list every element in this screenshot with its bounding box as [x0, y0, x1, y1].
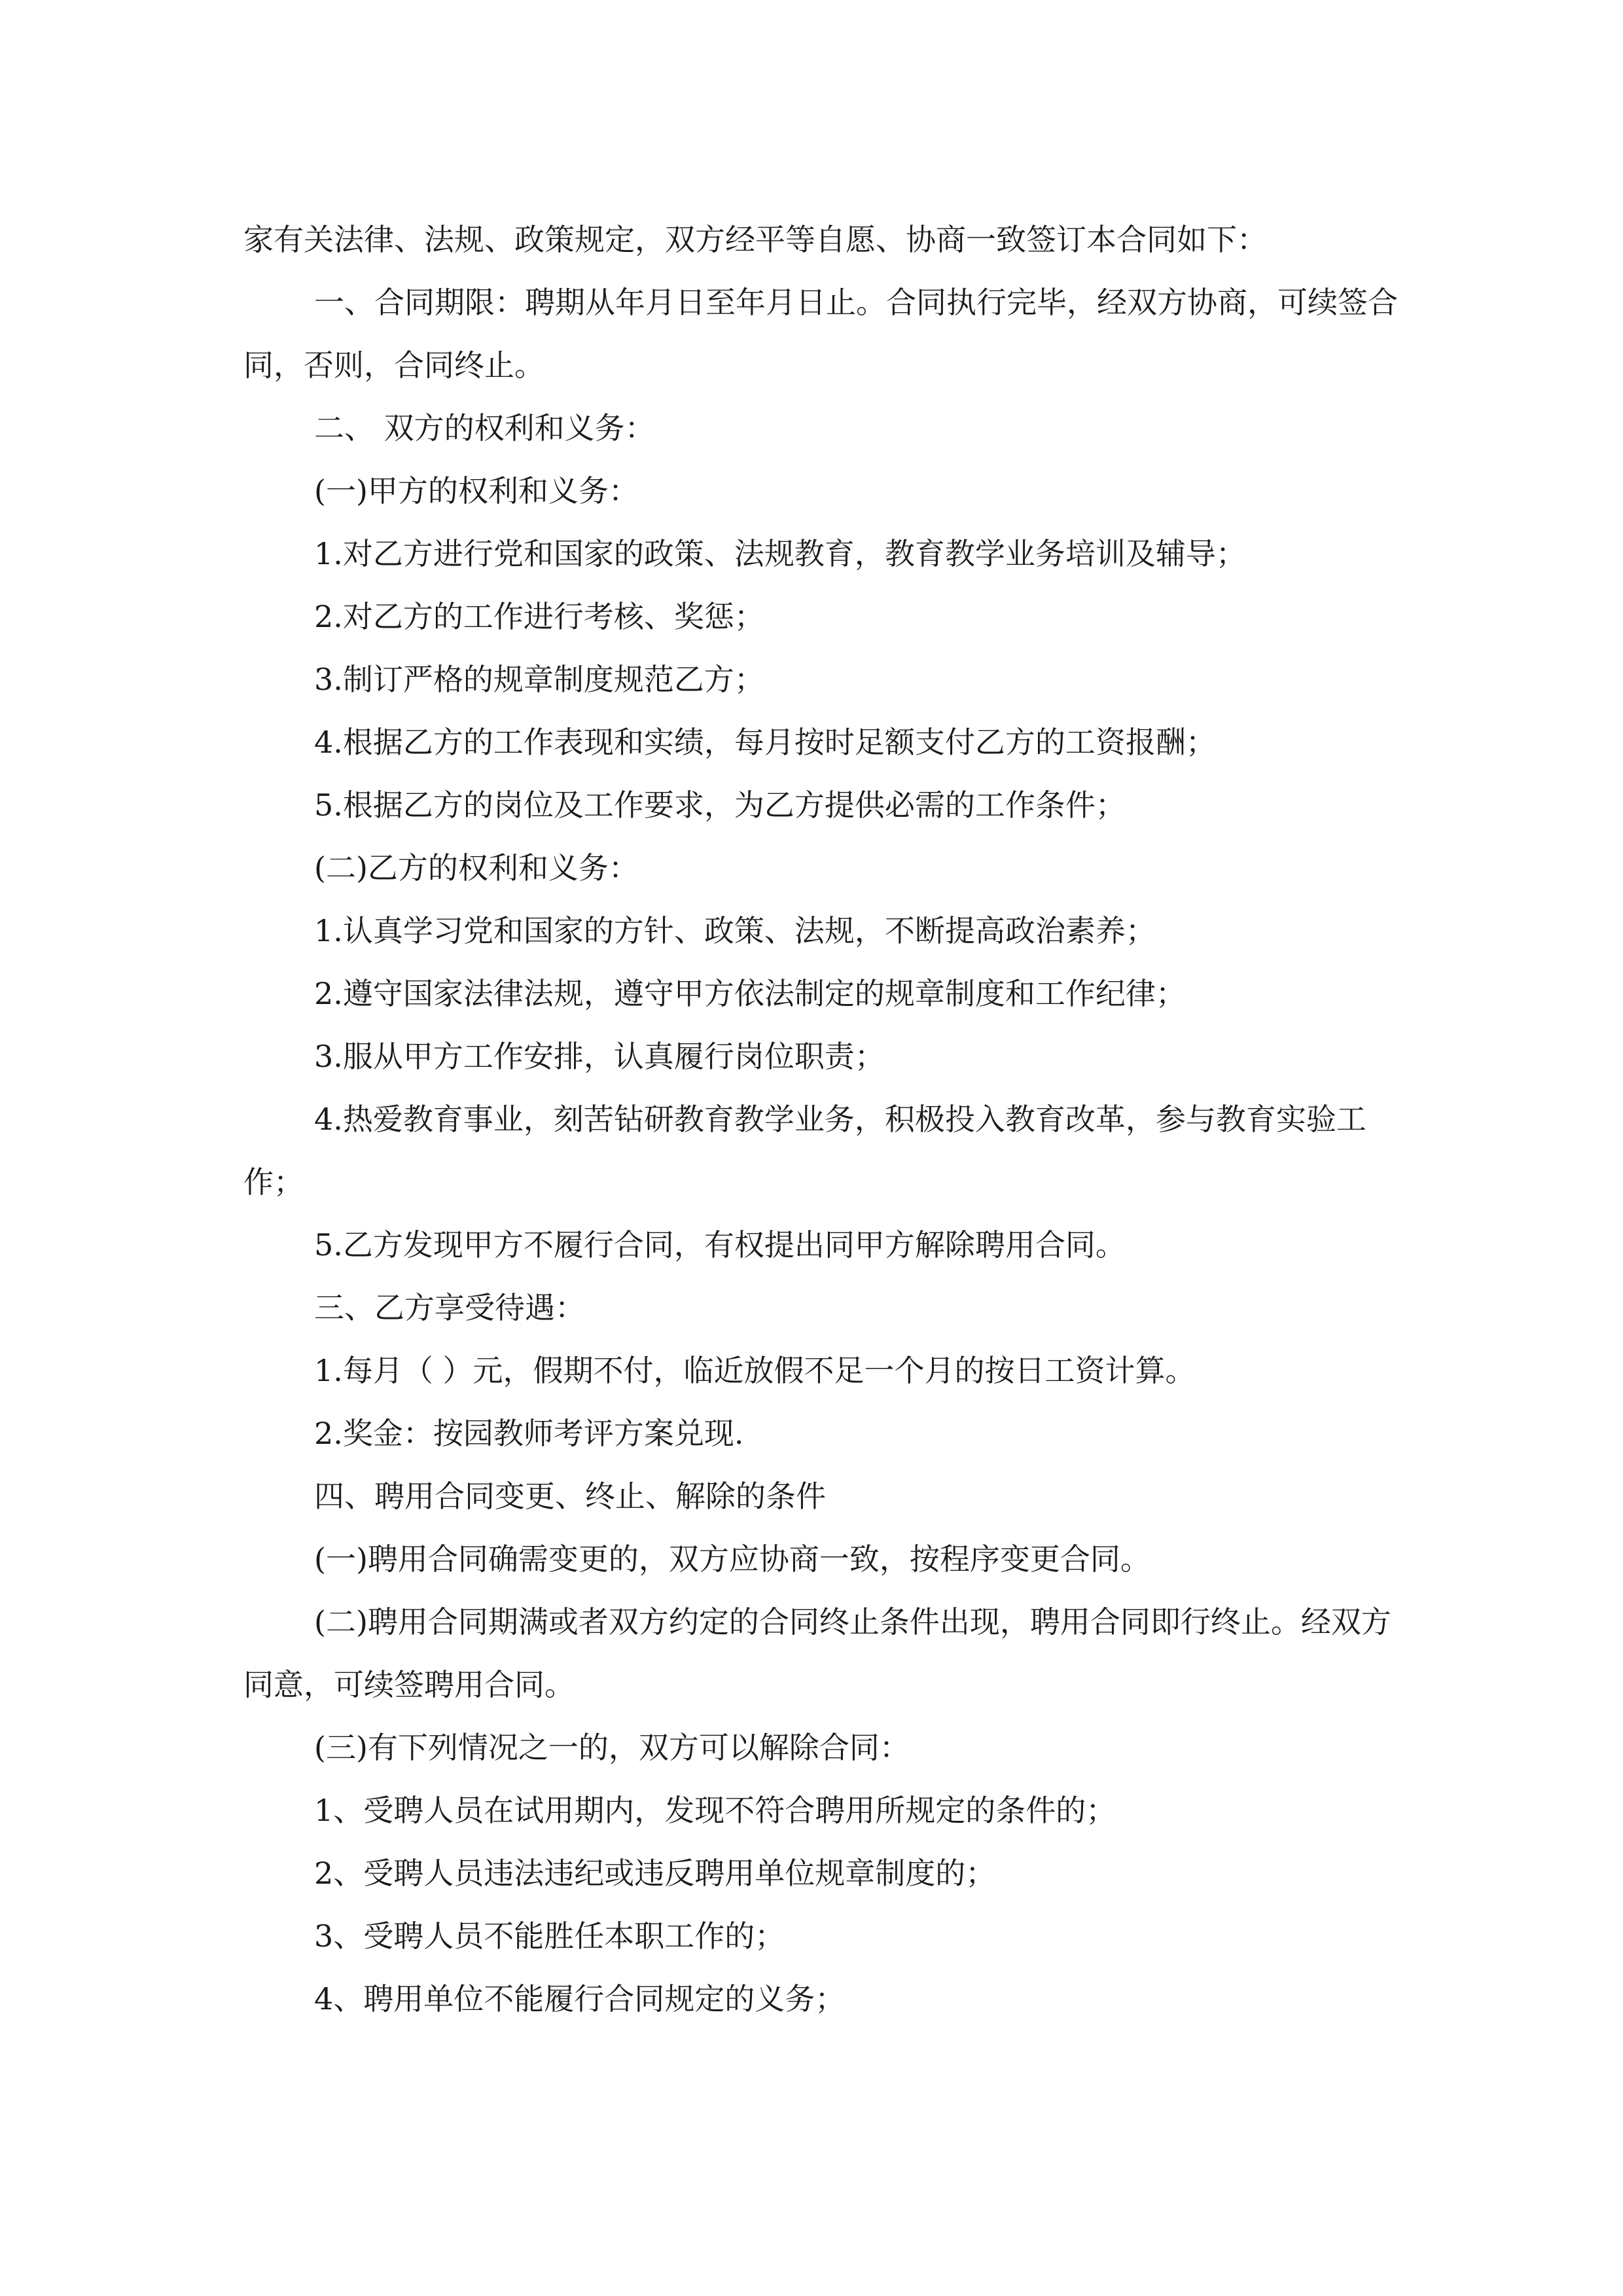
section-heading: 四、聘用合同变更、终止、解除的条件 [314, 1479, 826, 1514]
list-item: 1.对乙方进行党和国家的政策、法规教育，教育教学业务培训及辅导； [314, 536, 1246, 571]
paragraph: 一、合同期限：聘期从年月日至年月日止。合同执行完毕，经双方协商，可续签合同，否则，合同终止。 [243, 285, 1398, 383]
paragraph: 家有关法律、法规、政策规定，双方经平等自愿、协商一致签订本合同如下： [243, 222, 1267, 257]
list-item: 2.奖金：按园教师考评方案兑现. [314, 1416, 744, 1451]
list-item: 2.遵守国家法律法规，遵守甲方依法制定的规章制度和工作纪律； [314, 976, 1186, 1011]
subsection-heading: (一)甲方的权利和义务： [314, 473, 639, 509]
document-body [243, 208, 1402, 2030]
list-item: 5.根据乙方的岗位及工作要求，为乙方提供必需的工作条件； [314, 787, 1126, 823]
section-heading: 二、 双方的权利和义务： [314, 410, 655, 446]
list-item: 4.热爱教育事业，刻苦钻研教育教学业务，积极投入教育改革，参与教育实验工作； [243, 1102, 1366, 1200]
list-item: 2、受聘人员违法违纪或违反聘用单位规章制度的； [314, 1856, 996, 1891]
list-item: 1、受聘人员在试用期内，发现不符合聘用所规定的条件的； [314, 1793, 1116, 1828]
list-item: 3、受聘人员不能胜任本职工作的； [314, 1918, 785, 1954]
list-item: 2.对乙方的工作进行考核、奖惩； [314, 599, 764, 634]
list-item: 4、聘用单位不能履行合同规定的义务； [314, 1981, 846, 2017]
list-item: 3.制订严格的规章制度规范乙方； [314, 662, 764, 697]
section-heading: 三、乙方享受待遇： [314, 1290, 585, 1325]
subsection-heading: (三)有下列情况之一的，双方可以解除合同： [314, 1730, 910, 1765]
list-item: (一)聘用合同确需变更的，双方应协商一致，按程序变更合同。 [314, 1541, 1150, 1577]
list-item: 4.根据乙方的工作表现和实绩，每月按时足额支付乙方的工资报酬； [314, 725, 1216, 760]
list-item: (二)聘用合同期满或者双方约定的合同终止条件出现，聘用合同即行终止。经双方同意，可续签聘用合同。 [243, 1604, 1391, 1702]
list-item: 1.认真学习党和国家的方针、政策、法规，不断提高政治素养； [314, 913, 1156, 948]
subsection-heading: (二)乙方的权利和义务： [314, 850, 639, 886]
list-item: 3.服从甲方工作安排，认真履行岗位职责； [314, 1039, 885, 1074]
list-item: 5.乙方发现甲方不履行合同，有权提出同甲方解除聘用合同。 [314, 1227, 1126, 1263]
list-item: 1.每月（ ）元，假期不付，临近放假不足一个月的按日工资计算。 [314, 1353, 1196, 1388]
